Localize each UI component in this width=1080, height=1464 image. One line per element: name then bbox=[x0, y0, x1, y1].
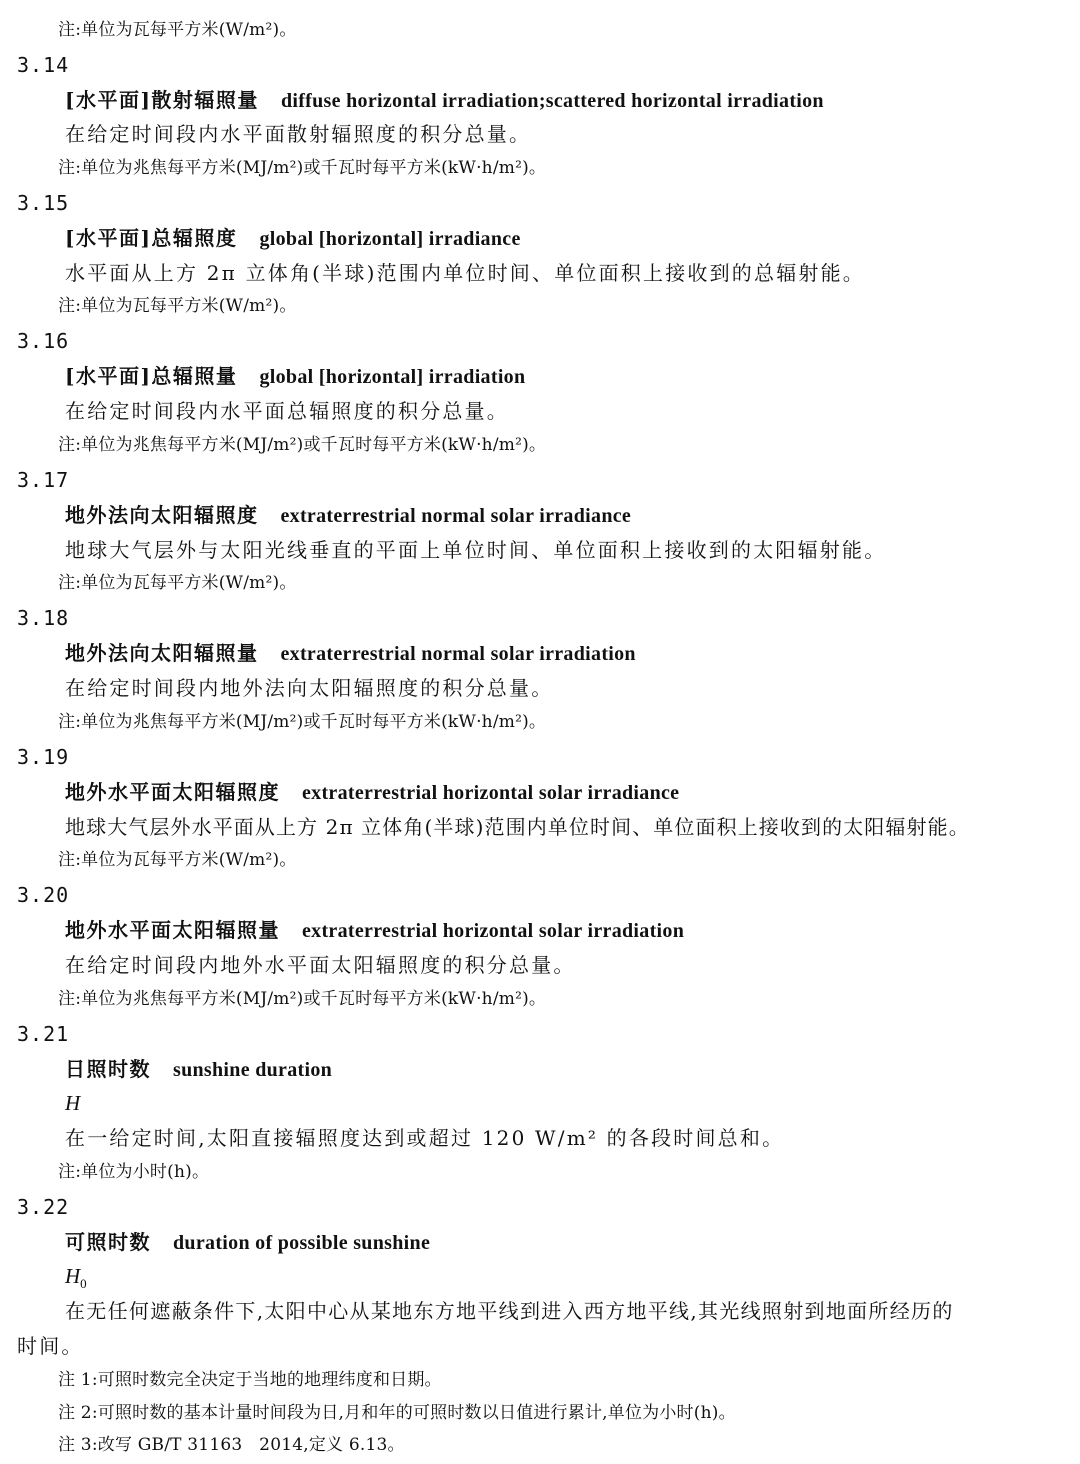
term-zh: 可照时数 bbox=[65, 1230, 151, 1254]
symbol-main: H bbox=[65, 1264, 81, 1288]
term-zh: 日照时数 bbox=[65, 1057, 151, 1081]
term-heading bbox=[65, 643, 636, 664]
term-en: extraterrestrial horizontal solar irradiation bbox=[302, 920, 685, 942]
definition: 地球大气层外水平面从上方 2π 立体角(半球)范围内单位时间、单位面积上接收到的太阳辐射能。 bbox=[65, 815, 970, 839]
term-heading bbox=[65, 782, 679, 803]
clause-number: 3.19 bbox=[17, 745, 70, 769]
clause-number: 3.14 bbox=[17, 53, 70, 77]
note: 注:单位为瓦每平方米(W/m²)。 bbox=[58, 573, 297, 593]
term-en: extraterrestrial horizontal solar irradiance bbox=[302, 782, 680, 804]
term-heading bbox=[65, 1232, 430, 1253]
term-en: sunshine duration bbox=[173, 1059, 333, 1081]
term-zh: 地外法向太阳辐照量 bbox=[65, 641, 259, 665]
term-zh: [水平面]总辐照度 bbox=[65, 226, 238, 250]
clause-number: 3.18 bbox=[17, 606, 70, 630]
note-2: 注 2:可照时数的基本计量时间段为日,月和年的可照时数以日值进行累计,单位为小时(h)。 bbox=[58, 1403, 736, 1423]
term-heading bbox=[65, 505, 631, 526]
clause-number: 3.20 bbox=[17, 883, 70, 907]
definition: 在给定时间段内地外水平面太阳辐照度的积分总量。 bbox=[65, 953, 576, 977]
definition-continuation: 时间。 bbox=[17, 1334, 84, 1358]
term-heading bbox=[65, 366, 525, 387]
definition: 在无任何遮蔽条件下,太阳中心从某地东方地平线到进入西方地平线,其光线照射到地面所经历的 bbox=[65, 1299, 954, 1323]
note: 注:单位为兆焦每平方米(MJ/m²)或千瓦时每平方米(kW·h/m²)。 bbox=[58, 712, 547, 732]
term-en: global [horizontal] irradiation bbox=[259, 366, 526, 388]
definition: 在给定时间段内水平面总辐照度的积分总量。 bbox=[65, 399, 509, 423]
clause-number: 3.15 bbox=[17, 191, 70, 215]
term-heading bbox=[65, 90, 824, 111]
note: 注:单位为兆焦每平方米(MJ/m²)或千瓦时每平方米(kW·h/m²)。 bbox=[58, 989, 547, 1009]
term-zh: 地外水平面太阳辐照度 bbox=[65, 780, 280, 804]
note-3: 注 3:改写 GB/T 31163 2014,定义 6.13。 bbox=[58, 1435, 405, 1455]
term-en: extraterrestrial normal solar irradiation bbox=[280, 643, 636, 665]
note: 注:单位为瓦每平方米(W/m²)。 bbox=[58, 20, 297, 40]
definition: 在给定时间段内水平面散射辐照度的积分总量。 bbox=[65, 122, 532, 146]
term-heading bbox=[65, 1059, 332, 1080]
clause-number: 3.16 bbox=[17, 329, 70, 353]
term-en: global [horizontal] irradiance bbox=[259, 228, 521, 250]
definition: 在给定时间段内地外法向太阳辐照度的积分总量。 bbox=[65, 676, 554, 700]
note: 注:单位为瓦每平方米(W/m²)。 bbox=[58, 850, 297, 870]
term-heading bbox=[65, 228, 521, 249]
term-zh: [水平面]散射辐照量 bbox=[65, 88, 259, 112]
symbol bbox=[65, 1266, 87, 1290]
term-zh: 地外法向太阳辐照度 bbox=[65, 503, 259, 527]
note: 注:单位为小时(h)。 bbox=[58, 1162, 210, 1182]
clause-number: 3.22 bbox=[17, 1195, 70, 1219]
clause-number: 3.21 bbox=[17, 1022, 70, 1046]
symbol: H bbox=[65, 1091, 81, 1115]
note: 注:单位为兆焦每平方米(MJ/m²)或千瓦时每平方米(kW·h/m²)。 bbox=[58, 435, 547, 455]
definition: 在一给定时间,太阳直接辐照度达到或超过 120 W/m² 的各段时间总和。 bbox=[65, 1126, 785, 1150]
term-en: duration of possible sunshine bbox=[173, 1232, 431, 1254]
note: 注:单位为兆焦每平方米(MJ/m²)或千瓦时每平方米(kW·h/m²)。 bbox=[58, 158, 547, 178]
term-zh: 地外水平面太阳辐照量 bbox=[65, 918, 280, 942]
clause-number: 3.17 bbox=[17, 468, 70, 492]
term-en: extraterrestrial normal solar irradiance bbox=[280, 505, 632, 527]
term-en: diffuse horizontal irradiation;scattered horizontal irradiation bbox=[280, 90, 824, 112]
note-1: 注 1:可照时数完全决定于当地的地理纬度和日期。 bbox=[58, 1370, 442, 1390]
term-zh: [水平面]总辐照量 bbox=[65, 364, 238, 388]
term-heading bbox=[65, 920, 684, 941]
note: 注:单位为瓦每平方米(W/m²)。 bbox=[58, 296, 297, 316]
definition: 地球大气层外与太阳光线垂直的平面上单位时间、单位面积上接收到的太阳辐射能。 bbox=[65, 538, 887, 562]
symbol-subscript: 0 bbox=[80, 1276, 87, 1292]
definition: 水平面从上方 2π 立体角(半球)范围内单位时间、单位面积上接收到的总辐射能。 bbox=[65, 261, 865, 285]
